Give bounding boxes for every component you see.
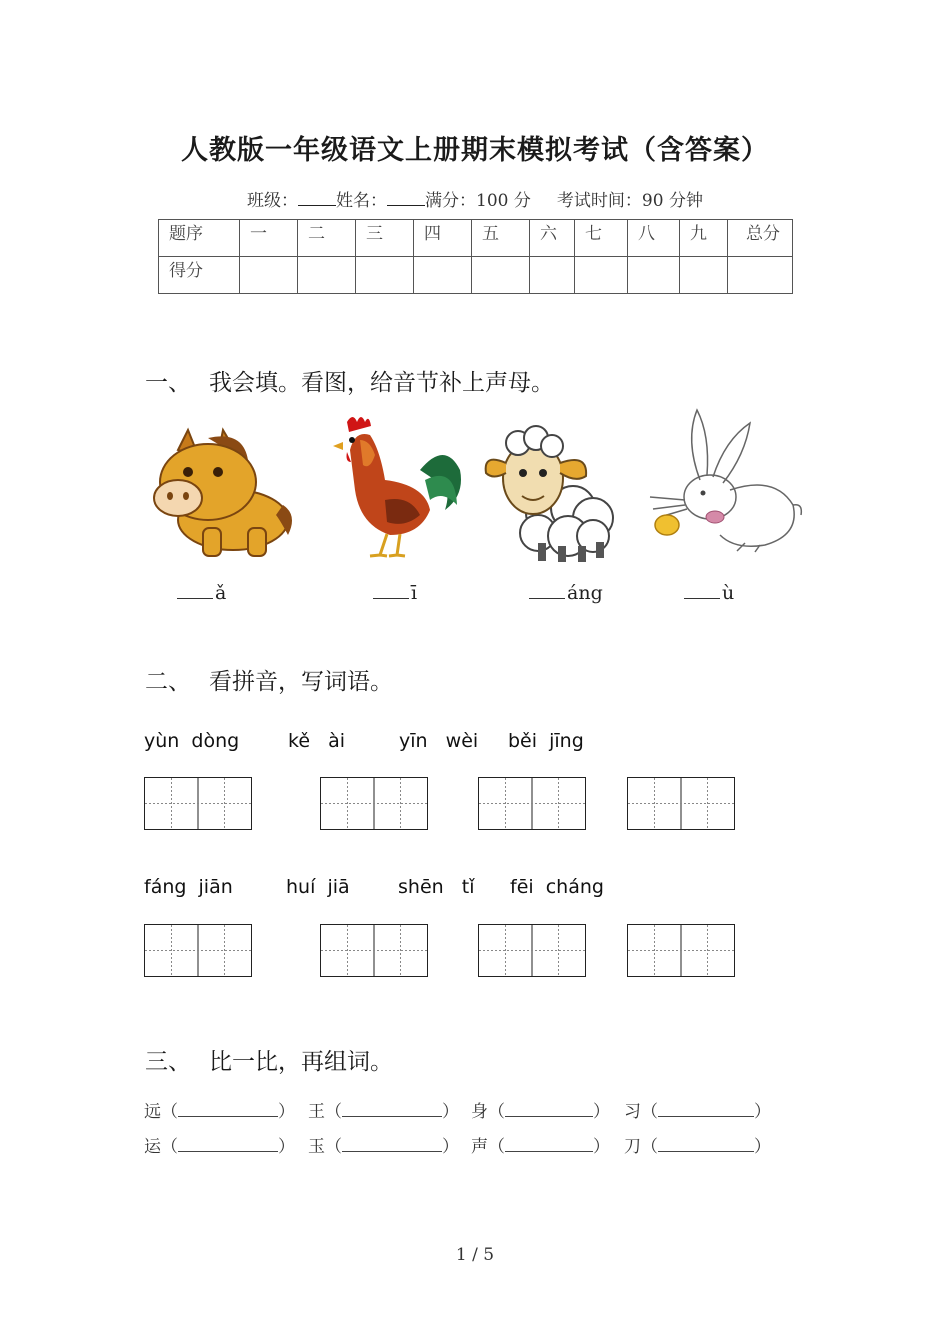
character: 声 <box>471 1137 488 1157</box>
pinyin-label: huí jiā <box>286 876 350 898</box>
section-number: 三、 <box>145 1049 191 1075</box>
character: 玉 <box>308 1137 325 1157</box>
writing-grid[interactable] <box>478 924 586 977</box>
table-cell: 三 <box>356 220 414 257</box>
section-text: 比一比，再组词。 <box>209 1049 393 1075</box>
pinyin-label: kě ài <box>288 730 346 752</box>
section-3-title <box>145 1043 393 1076</box>
fill-blank-item <box>684 580 734 604</box>
answer-blank[interactable] <box>373 580 409 599</box>
pinyin-label: fáng jiān <box>144 876 233 898</box>
score-table-score-row <box>159 257 793 294</box>
character: 远 <box>144 1102 161 1122</box>
answer-blank[interactable] <box>658 1137 754 1152</box>
writing-grid[interactable] <box>144 924 252 977</box>
pinyin-label: fēi cháng <box>510 876 604 898</box>
word-compare-item: 玉（ ） <box>308 1137 459 1157</box>
exam-time-label: 考试时间：90 分钟 <box>556 191 703 211</box>
word-compare-item: 习（ ） <box>624 1102 771 1122</box>
answer-blank[interactable] <box>342 1137 442 1152</box>
syllable-suffix: áng <box>567 582 603 604</box>
syllable-suffix: ǎ <box>215 582 227 604</box>
writing-grid[interactable] <box>320 777 428 830</box>
score-cell[interactable] <box>472 257 530 294</box>
score-cell[interactable] <box>628 257 680 294</box>
character: 习 <box>624 1102 641 1122</box>
table-cell: 四 <box>414 220 472 257</box>
score-table-header-row <box>159 220 793 257</box>
answer-blank[interactable] <box>505 1102 593 1117</box>
section-number: 二、 <box>145 669 191 695</box>
rabbit-image <box>645 405 795 555</box>
score-cell[interactable] <box>728 257 793 294</box>
character: 刀 <box>624 1137 641 1157</box>
class-label: 班级： <box>247 191 299 211</box>
score-cell[interactable] <box>680 257 728 294</box>
fill-blank-item <box>177 580 226 604</box>
character: 身 <box>471 1102 488 1122</box>
answer-blank[interactable] <box>529 580 565 599</box>
table-cell: 二 <box>298 220 356 257</box>
writing-grid[interactable] <box>627 924 735 977</box>
character: 王 <box>308 1102 325 1122</box>
score-cell[interactable] <box>356 257 414 294</box>
answer-blank[interactable] <box>342 1102 442 1117</box>
word-compare-item: 身（ ） <box>471 1102 610 1122</box>
answer-blank[interactable] <box>178 1137 278 1152</box>
answer-blank[interactable] <box>658 1102 754 1117</box>
table-cell: 一 <box>240 220 298 257</box>
score-table <box>158 219 793 294</box>
section-2-title <box>145 663 393 696</box>
score-cell[interactable] <box>240 257 298 294</box>
table-cell: 题序 <box>159 220 240 257</box>
table-cell: 六 <box>530 220 575 257</box>
name-blank[interactable] <box>387 191 425 206</box>
answer-blank[interactable] <box>177 580 213 599</box>
table-cell: 九 <box>680 220 728 257</box>
word-compare-item: 王（ ） <box>308 1102 459 1122</box>
fill-blank-item <box>373 580 417 604</box>
sheep-image <box>478 418 628 568</box>
horse-image <box>148 420 298 570</box>
name-label: 姓名： <box>336 191 388 211</box>
writing-grid[interactable] <box>144 777 252 830</box>
score-cell[interactable] <box>298 257 356 294</box>
page-title: 人教版一年级语文上册期末模拟考试（含答案） <box>181 135 769 166</box>
answer-blank[interactable] <box>505 1137 593 1152</box>
score-cell[interactable] <box>414 257 472 294</box>
pinyin-label: yùn dòng <box>144 730 240 752</box>
class-blank[interactable] <box>298 191 336 206</box>
table-cell: 得分 <box>159 257 240 294</box>
word-compare-item: 刀（ ） <box>624 1137 771 1157</box>
answer-blank[interactable] <box>684 580 720 599</box>
section-1-title <box>145 364 554 397</box>
answer-blank[interactable] <box>178 1102 278 1117</box>
table-cell: 八 <box>628 220 680 257</box>
writing-grid[interactable] <box>478 777 586 830</box>
page-number: 1 / 5 <box>455 1245 495 1265</box>
syllable-suffix: ī <box>411 582 418 604</box>
syllable-suffix: ù <box>722 582 735 604</box>
exam-info <box>0 186 950 211</box>
writing-grid[interactable] <box>627 777 735 830</box>
full-score-label: 满分：100 分 <box>425 191 531 211</box>
pinyin-label: běi jīng <box>508 730 584 752</box>
word-compare-item: 运（ ） <box>144 1137 295 1157</box>
writing-grid[interactable] <box>320 924 428 977</box>
word-compare-item: 声（ ） <box>471 1137 610 1157</box>
section-text: 看拼音，写词语。 <box>209 669 393 695</box>
table-cell: 七 <box>575 220 628 257</box>
rooster-image <box>325 410 475 560</box>
pinyin-label: yīn wèi <box>399 730 479 752</box>
score-cell[interactable] <box>530 257 575 294</box>
fill-blank-item <box>529 580 603 604</box>
section-number: 一、 <box>145 370 191 396</box>
pinyin-label: shēn tǐ <box>398 876 475 898</box>
character: 运 <box>144 1137 161 1157</box>
word-compare-item: 远（ ） <box>144 1102 295 1122</box>
score-cell[interactable] <box>575 257 628 294</box>
table-cell: 总分 <box>728 220 793 257</box>
table-cell: 五 <box>472 220 530 257</box>
section-text: 我会填。看图，给音节补上声母。 <box>209 370 554 396</box>
